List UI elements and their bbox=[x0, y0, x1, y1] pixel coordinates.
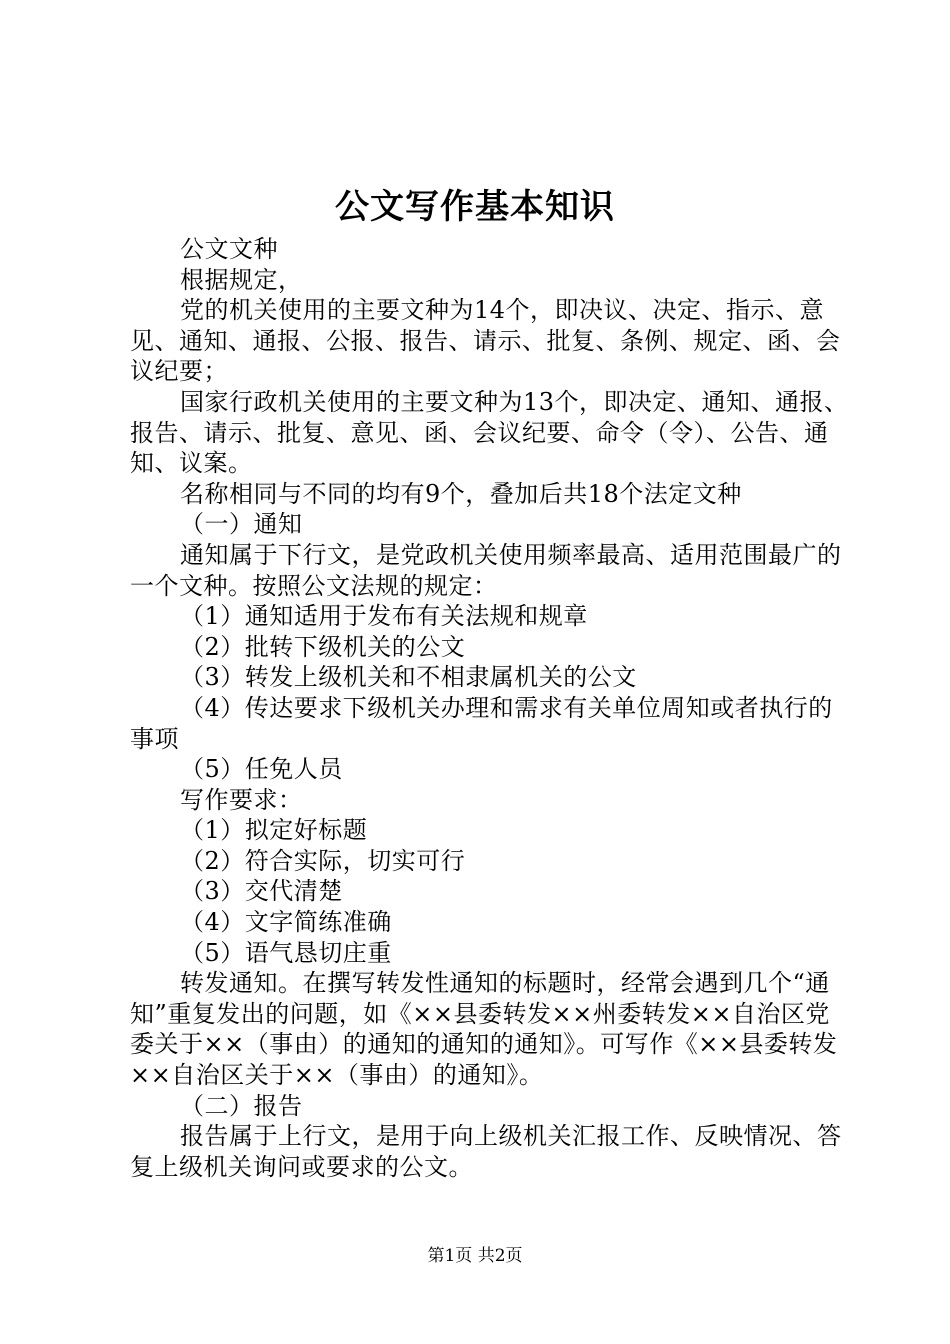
paragraph: 党的机关使用的主要文种为14个，即决议、决定、指示、意见、通知、通报、公报、报告、请示、批复、条例、规定、函、会议纪要； bbox=[130, 296, 841, 386]
list-item: （5）任免人员 bbox=[180, 755, 343, 784]
paragraph: 转发通知。在撰写转发性通知的标题时，经常会遇到几个“通知”重复发出的问题，如《××县委转发××州委转发××自治区党委关于××（事由）的通知的通知的通知》。可写作《××县委转发××自治区关于××（事由）的通知》。 bbox=[130, 969, 838, 1090]
list-item: （4）传达要求下级机关办理和需求有关单位周知或者执行的事项 bbox=[130, 693, 833, 753]
paragraph: 报告属于上行文，是用于向上级机关汇报工作、反映情况、答复上级机关询问或要求的公文。 bbox=[130, 1122, 842, 1181]
list-item: （3）转发上级机关和不相隶属机关的公文 bbox=[180, 663, 637, 692]
document-title: 公文写作基本知识 bbox=[335, 187, 615, 227]
paragraph: 根据规定， bbox=[180, 265, 303, 294]
list-item: （3）交代清楚 bbox=[180, 877, 343, 906]
section-heading: （二）报告 bbox=[180, 1091, 303, 1120]
paragraph: 通知属于下行文，是党政机关使用频率最高、适用范围最广的一个文种。按照公文法规的规定： bbox=[130, 540, 842, 600]
list-item: （2）符合实际，切实可行 bbox=[180, 846, 466, 875]
paragraph: 公文文种 bbox=[180, 235, 278, 263]
list-item: （4）文字简练准确 bbox=[180, 908, 392, 937]
paragraph: 国家行政机关使用的主要文种为13个，即决定、通知、通报、报告、请示、批复、意见、函、会议纪要、命令（令）、公告、通知、议案。 bbox=[130, 387, 849, 478]
document-body bbox=[130, 234, 850, 1182]
paragraph: 名称相同与不同的均有9个，叠加后共18个法定文种 bbox=[180, 479, 742, 508]
paragraph: 写作要求： bbox=[180, 785, 303, 814]
list-item: （1）拟定好标题 bbox=[180, 816, 368, 845]
list-item: （1）通知适用于发布有关法规和规章 bbox=[180, 602, 588, 631]
page-number-footer: 第1页 共2页 bbox=[427, 1246, 523, 1266]
list-item: （5）语气恳切庄重 bbox=[180, 938, 392, 967]
section-heading: （一）通知 bbox=[180, 510, 303, 539]
list-item: （2）批转下级机关的公文 bbox=[180, 632, 466, 661]
